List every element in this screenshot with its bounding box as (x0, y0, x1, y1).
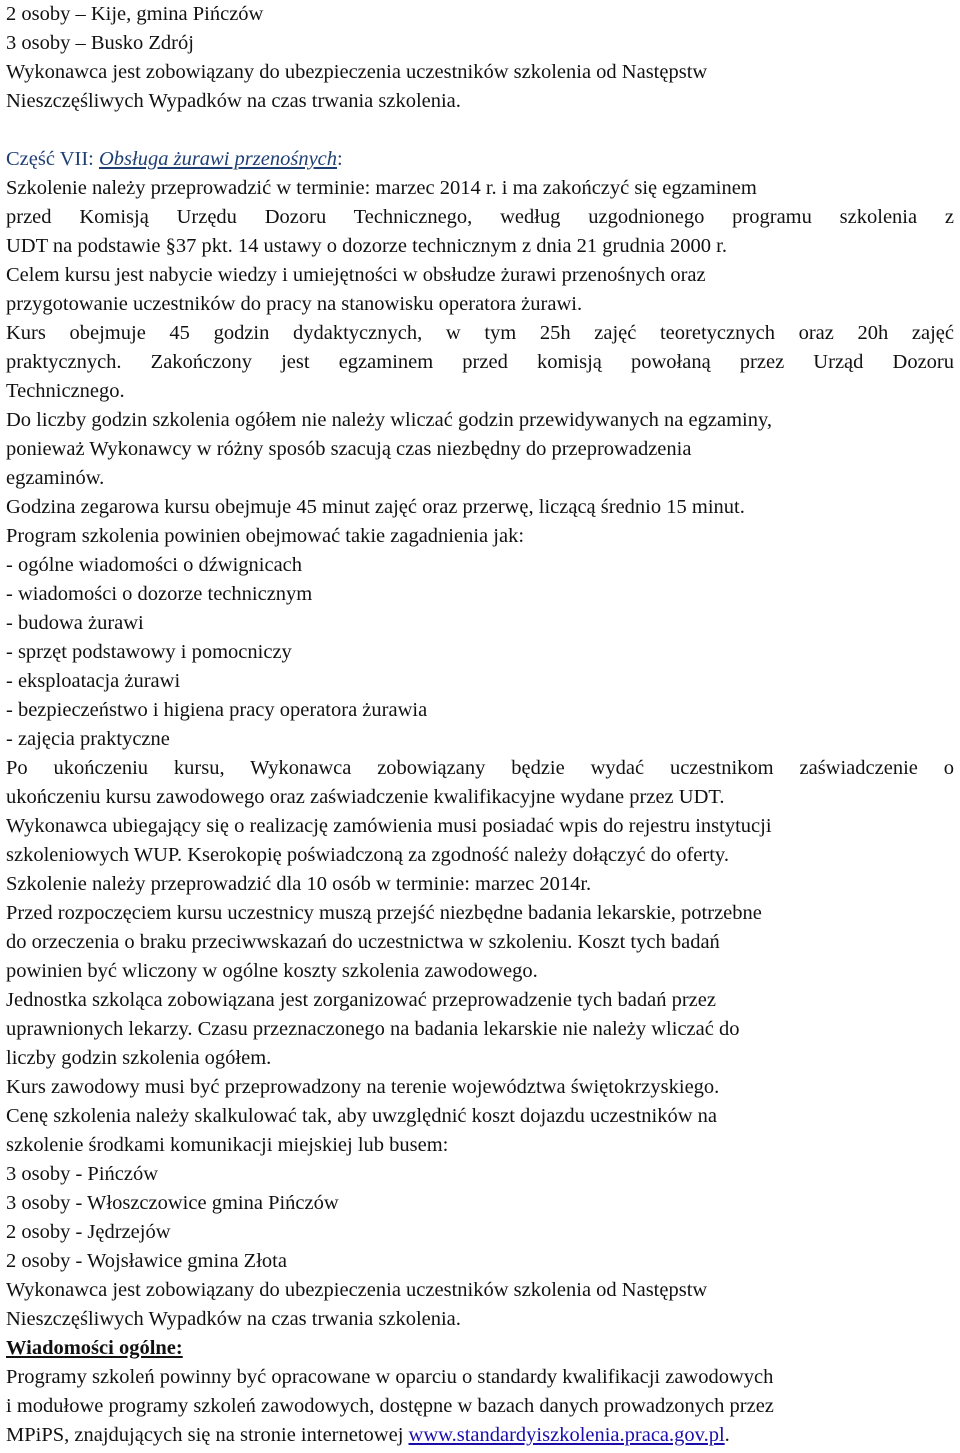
text-line: szkolenie środkami komunikacji miejskiej lub busem: (6, 1134, 449, 1156)
text-line: Technicznego. (6, 380, 125, 402)
text-line: egzaminów. (6, 467, 105, 489)
text-line: Kurs zawodowy musi być przeprowadzony na terenie województwa świętokrzyskiego. (6, 1076, 720, 1098)
text-line: Nieszczęśliwych Wypadków na czas trwania szkolenia. (6, 1308, 461, 1330)
text-line: Szkolenie należy przeprowadzić w terminie: marzec 2014 r. i ma zakończyć się egzaminem (6, 177, 757, 199)
list-item: - bezpieczeństwo i higiena pracy operatora żurawia (6, 699, 428, 721)
list-item: - zajęcia praktyczne (6, 728, 170, 750)
text-line: Programy szkoleń powinny być opracowane w oparciu o standardy kwalifikacji zawodowych (6, 1366, 774, 1388)
text-line: 2 osoby – Kije, gmina Pińczów (6, 3, 264, 25)
list-item: 3 osoby - Włoszczowice gmina Pińczów (6, 1192, 339, 1214)
text-line: przed Komisją Urzędu Dozoru Technicznego, według uzgodnionego programu szkolenia z (6, 206, 954, 228)
standards-website-link[interactable]: www.standardyiszkolenia.praca.gov.pl (408, 1424, 725, 1446)
text-line: Wykonawca jest zobowiązany do ubezpieczenia uczestników szkolenia od Następstw (6, 61, 708, 83)
link-prefix: MPiPS, znajdujących się na stronie internetowej (6, 1424, 409, 1446)
list-item: - sprzęt podstawowy i pomocniczy (6, 641, 292, 663)
list-item: 2 osoby - Wojsławice gmina Złota (6, 1250, 287, 1272)
section-heading-part-vii (6, 145, 954, 174)
list-item: - ogólne wiadomości o dźwignicach (6, 554, 303, 576)
text-line: UDT na podstawie §37 pkt. 14 ustawy o dozorze technicznym z dnia 21 grudnia 2000 r. (6, 235, 727, 257)
text-line: 3 osoby – Busko Zdrój (6, 32, 194, 54)
text-line-with-link (6, 1421, 954, 1450)
list-item: 2 osoby - Jędrzejów (6, 1221, 171, 1243)
link-suffix: . (724, 1424, 730, 1446)
text-line: przygotowanie uczestników do pracy na stanowisku operatora żurawi. (6, 293, 583, 315)
list-item: 3 osoby - Pińczów (6, 1163, 159, 1185)
section-heading-general (6, 1334, 954, 1363)
text-line: Nieszczęśliwych Wypadków na czas trwania szkolenia. (6, 90, 461, 112)
list-item: - eksploatacja żurawi (6, 670, 181, 692)
text-line: liczby godzin szkolenia ogółem. (6, 1047, 272, 1069)
list-item: - wiadomości o dozorze technicznym (6, 583, 313, 605)
general-heading: Wiadomości ogólne: (6, 1337, 183, 1359)
text-line: praktycznych. Zakończony jest egzaminem przed komisją powołaną przez Urząd Dozoru (6, 351, 954, 373)
text-line: ukończeniu kursu zawodowego oraz zaświadczenie kwalifikacyjne wydane przez UDT. (6, 786, 725, 808)
text-line: Wykonawca ubiegający się o realizację zamówienia musi posiadać wpis do rejestru instytucji (6, 815, 772, 837)
text-line: szkoleniowych WUP. Kserokopię poświadczoną za zgodność należy dołączyć do oferty. (6, 844, 729, 866)
text-line: Szkolenie należy przeprowadzić dla 10 osób w terminie: marzec 2014r. (6, 873, 592, 895)
list-item: - budowa żurawi (6, 612, 144, 634)
text-line: ponieważ Wykonawcy w różny sposób szacują czas niezbędny do przeprowadzenia (6, 438, 692, 460)
text-line: Wykonawca jest zobowiązany do ubezpieczenia uczestników szkolenia od Następstw (6, 1279, 708, 1301)
text-line: i modułowe programy szkoleń zawodowych, dostępne w bazach danych prowadzonych przez (6, 1395, 774, 1417)
text-line: do orzeczenia o braku przeciwwskazań do uczestnictwa w szkoleniu. Koszt tych badań (6, 931, 720, 953)
text-line: Godzina zegarowa kursu obejmuje 45 minut zajęć oraz przerwę, liczącą średnio 15 minut. (6, 496, 745, 518)
text-line: Program szkolenia powinien obejmować takie zagadnienia jak: (6, 525, 525, 547)
text-line: Celem kursu jest nabycie wiedzy i umiejętności w obsłudze żurawi przenośnych oraz (6, 264, 706, 286)
text-line: Kurs obejmuje 45 godzin dydaktycznych, w tym 25h zajęć teoretycznych oraz 20h zajęć (6, 322, 954, 344)
text-line: Po ukończeniu kursu, Wykonawca zobowiązany będzie wydać uczestnikom zaświadczenie o (6, 757, 954, 779)
text-line: Do liczby godzin szkolenia ogółem nie należy wliczać godzin przewidywanych na egzaminy, (6, 409, 772, 431)
heading-prefix: Część VII: (6, 148, 99, 170)
text-line: uprawnionych lekarzy. Czasu przeznaczonego na badania lekarskie nie należy wliczać do (6, 1018, 740, 1040)
text-line: Cenę szkolenia należy skalkulować tak, aby uwzględnić koszt dojazdu uczestników na (6, 1105, 717, 1127)
text-line: powinien być wliczony w ogólne koszty szkolenia zawodowego. (6, 960, 538, 982)
text-line: Jednostka szkoląca zobowiązana jest zorganizować przeprowadzenie tych badań przez (6, 989, 716, 1011)
text-line: Przed rozpoczęciem kursu uczestnicy muszą przejść niezbędne badania lekarskie, potrzebne (6, 902, 762, 924)
blank-line (6, 116, 954, 145)
heading-title: Obsługa żurawi przenośnych (98, 148, 338, 170)
heading-colon: : (337, 148, 343, 170)
